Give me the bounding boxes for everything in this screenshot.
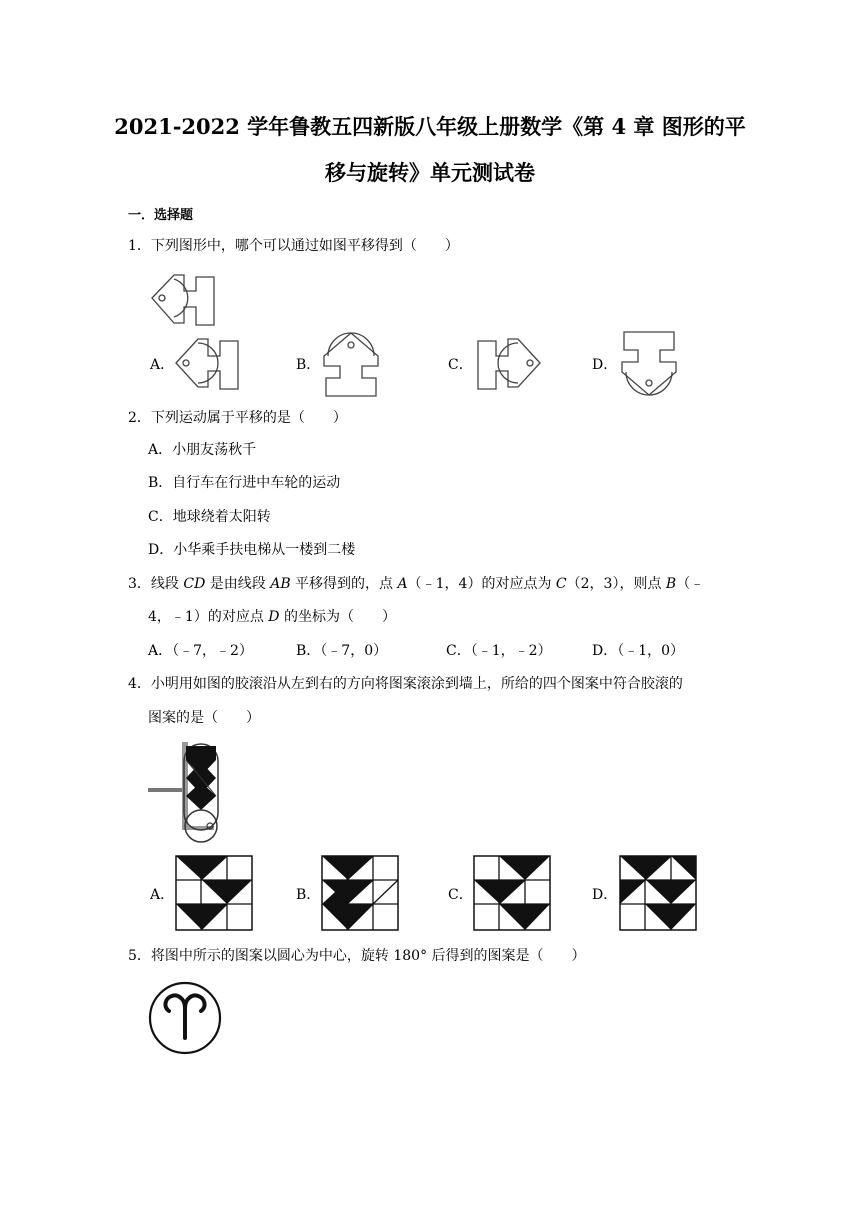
page-title-line2: 移与旋转》单元测试卷: [325, 160, 535, 185]
q5-aries-symbol-figure: [147, 980, 223, 1056]
q4-paint-roller-figure: [146, 740, 230, 844]
q3-option-c[interactable]: C．（﹣1，﹣2）: [446, 643, 552, 659]
q1-original-figure: [150, 267, 220, 329]
q4-option-a-label: A．: [150, 887, 175, 903]
q4-option-c-label: C．: [448, 887, 473, 903]
q4-option-b-label: B．: [296, 887, 321, 903]
section-heading: 一．选择题: [128, 208, 194, 223]
q2-option-b[interactable]: B．自行车在行进中车轮的运动: [148, 475, 341, 491]
question-3-stem-line2: 4，﹣1）的对应点 D 的坐标为（ ）: [148, 609, 396, 625]
q1-option-d-figure[interactable]: [616, 330, 682, 398]
question-5-stem: 5．将图中所示的图案以圆心为中心，旋转 180° 后得到的图案是（ ）: [128, 948, 586, 964]
q3-option-d[interactable]: D．（﹣1，0）: [592, 643, 685, 659]
q3-option-a[interactable]: A．（﹣7，﹣2）: [148, 643, 253, 659]
q2-option-c[interactable]: C．地球绕着太阳转: [148, 509, 271, 525]
q1-option-c-figure[interactable]: [472, 331, 544, 395]
q1-option-c-label: C．: [448, 357, 473, 373]
q3-option-b[interactable]: B．（﹣7，0）: [296, 643, 388, 659]
question-1-stem: 1．下列图形中，哪个可以通过如图平移得到（ ）: [128, 238, 459, 254]
q4-option-a-figure[interactable]: [174, 854, 254, 932]
q4-option-d-label: D．: [592, 887, 618, 903]
q4-option-c-figure[interactable]: [472, 854, 552, 932]
q4-option-d-figure[interactable]: [618, 854, 698, 932]
question-3-stem-line1: 3．线段 CD 是由线段 AB 平移得到的，点 A（﹣1，4）的对应点为 C（2，3），则点 B（﹣: [128, 576, 705, 592]
q1-option-b-figure[interactable]: [318, 330, 384, 398]
question-4-stem-line1: 4．小明用如图的胶滚沿从左到右的方向将图案滚涂到墙上，所给的四个图案中符合胶滚的: [128, 676, 683, 692]
q1-option-a-figure[interactable]: [172, 331, 244, 395]
q1-option-a-label: A．: [150, 357, 175, 373]
q2-option-a[interactable]: A．小朋友荡秋千: [148, 442, 257, 458]
question-2-stem: 2．下列运动属于平移的是（ ）: [128, 410, 347, 426]
q1-option-d-label: D．: [592, 357, 618, 373]
q4-option-b-figure[interactable]: [320, 854, 400, 932]
q1-option-b-label: B．: [296, 357, 321, 373]
page-title-line1: 2021-2022 学年鲁教五四新版八年级上册数学《第 4 章 图形的平: [114, 114, 746, 139]
question-4-stem-line2: 图案的是（ ）: [148, 710, 260, 726]
q2-option-d[interactable]: D．小华乘手扶电梯从一楼到二楼: [148, 542, 356, 558]
